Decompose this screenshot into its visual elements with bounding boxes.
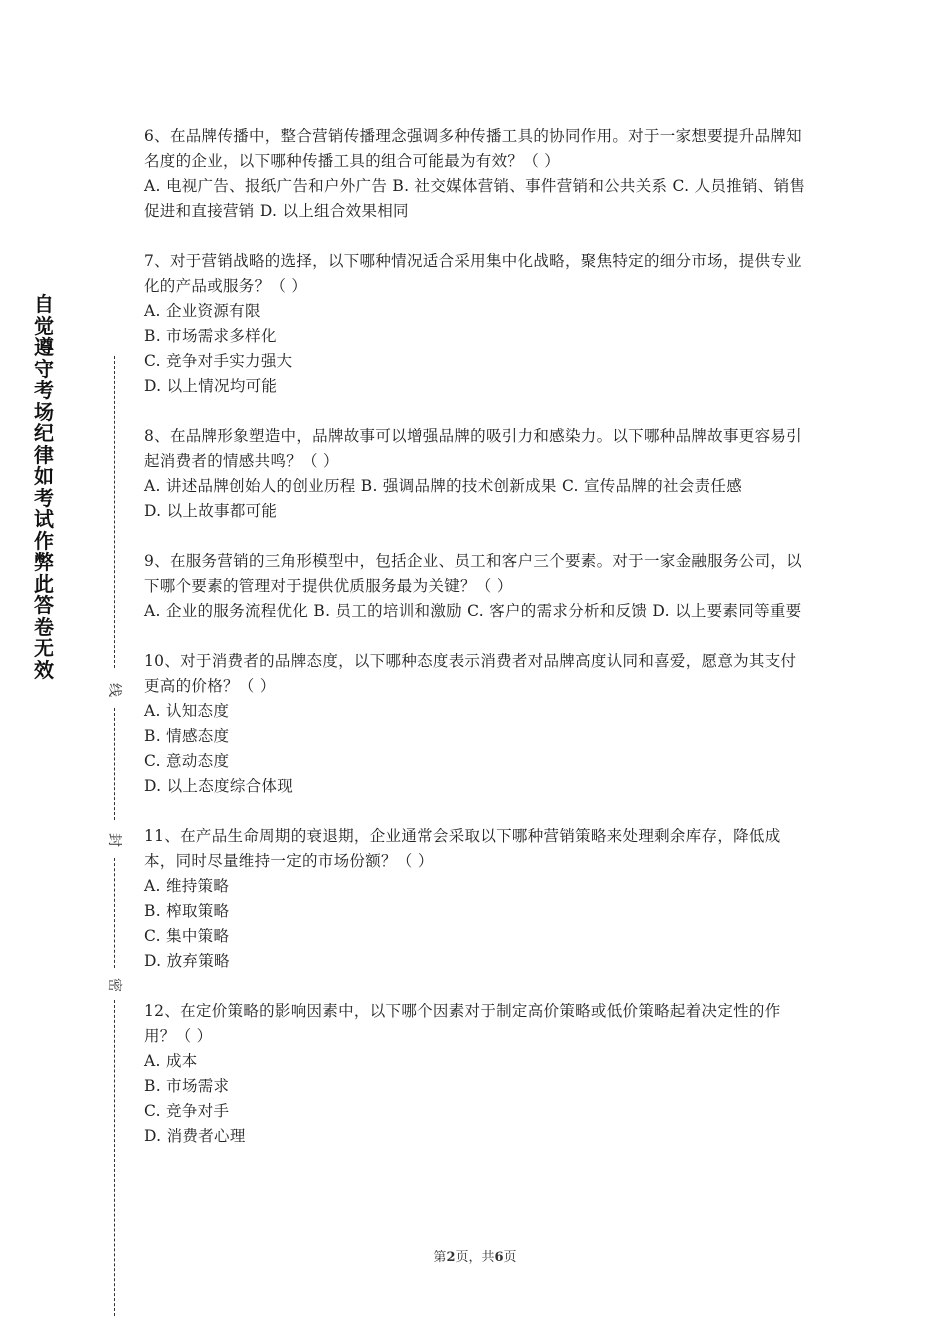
option-b: B. 情感态度 — [144, 727, 230, 745]
option-c: C. 竞争对手 — [144, 1102, 230, 1120]
current-page: 2 — [446, 1250, 456, 1265]
question-stem: 8、在品牌形象塑造中，品牌故事可以增强品牌的吸引力和感染力。以下哪种品牌故事更容易引起消费者的情感共鸣？（ ） — [144, 427, 802, 470]
option-b: B. 市场需求 — [144, 1077, 230, 1095]
question-options-inline: A. 讲述品牌创始人的创业历程 B. 强调品牌的技术创新成果 C. 宣传品牌的社会责任感 — [144, 477, 743, 495]
question-list — [144, 124, 812, 1174]
option-c: C. 意动态度 — [144, 752, 230, 770]
binding-char-mi: 密 — [105, 975, 125, 995]
option-c: C. 竞争对手实力强大 — [144, 352, 293, 370]
option-d: D. 以上态度综合体现 — [144, 777, 294, 795]
option-a: A. 维持策略 — [144, 877, 230, 895]
option-a: A. 认知态度 — [144, 702, 230, 720]
exam-discipline-warning: 自觉遵守考场纪律如考试作弊此答卷无效 — [34, 292, 54, 682]
question-stem: 12、在定价策略的影响因素中，以下哪个因素对于制定高价策略或低价策略起着决定性的作用？（ ） — [144, 1002, 781, 1045]
question-11 — [144, 824, 812, 974]
option-b: B. 市场需求多样化 — [144, 327, 277, 345]
binding-dashed-line — [114, 1000, 115, 1316]
option-b: B. 榨取策略 — [144, 902, 230, 920]
question-stem: 7、对于营销战略的选择，以下哪种情况适合采用集中化战略，聚焦特定的细分市场，提供专业化的产品或服务？（ ） — [144, 252, 802, 295]
question-stem: 9、在服务营销的三角形模型中，包括企业、员工和客户三个要素。对于一家金融服务公司，以下哪个要素的管理对于提供优质服务最为关键？（ ） — [144, 552, 802, 595]
page-number — [0, 1246, 950, 1265]
question-8 — [144, 424, 812, 524]
option-a: A. 企业资源有限 — [144, 302, 261, 320]
option-d: D. 以上故事都可能 — [144, 502, 278, 520]
option-c: C. 集中策略 — [144, 927, 230, 945]
page-number-middle: 页，共 — [455, 1250, 495, 1265]
question-stem: 11、在产品生命周期的衰退期，企业通常会采取以下哪种营销策略来处理剩余库存，降低成本，同时尽量维持一定的市场份额？（ ） — [144, 827, 781, 870]
total-pages: 6 — [494, 1250, 504, 1265]
binding-char-feng: 封 — [105, 830, 125, 850]
question-stem: 6、在品牌传播中，整合营销传播理念强调多种传播工具的协同作用。对于一家想要提升品牌知名度的企业，以下哪种传播工具的组合可能最为有效？（ ） — [144, 127, 802, 170]
binding-dashed-line — [114, 858, 115, 968]
question-options-inline: A. 电视广告、报纸广告和户外广告 B. 社交媒体营销、事件营销和公共关系 C. 人员推销、销售促进和直接营销 D. 以上组合效果相同 — [144, 177, 806, 220]
page-number-prefix: 第 — [433, 1250, 447, 1265]
binding-dashed-line — [114, 708, 115, 820]
page-number-suffix: 页 — [503, 1250, 517, 1265]
question-6 — [144, 124, 812, 224]
option-d: D. 以上情况均可能 — [144, 377, 278, 395]
option-d: D. 消费者心理 — [144, 1127, 246, 1145]
question-7 — [144, 249, 812, 399]
question-10 — [144, 649, 812, 799]
question-9 — [144, 549, 812, 624]
question-12 — [144, 999, 812, 1149]
option-d: D. 放弃策略 — [144, 952, 230, 970]
binding-char-xian: 线 — [105, 680, 125, 700]
question-options-inline: A. 企业的服务流程优化 B. 员工的培训和激励 C. 客户的需求分析和反馈 D. 以上要素同等重要 — [144, 602, 802, 620]
binding-dashed-line — [114, 356, 115, 668]
question-stem: 10、对于消费者的品牌态度，以下哪种态度表示消费者对品牌高度认同和喜爱，愿意为其支付更高的价格？（ ） — [144, 652, 797, 695]
option-a: A. 成本 — [144, 1052, 198, 1070]
